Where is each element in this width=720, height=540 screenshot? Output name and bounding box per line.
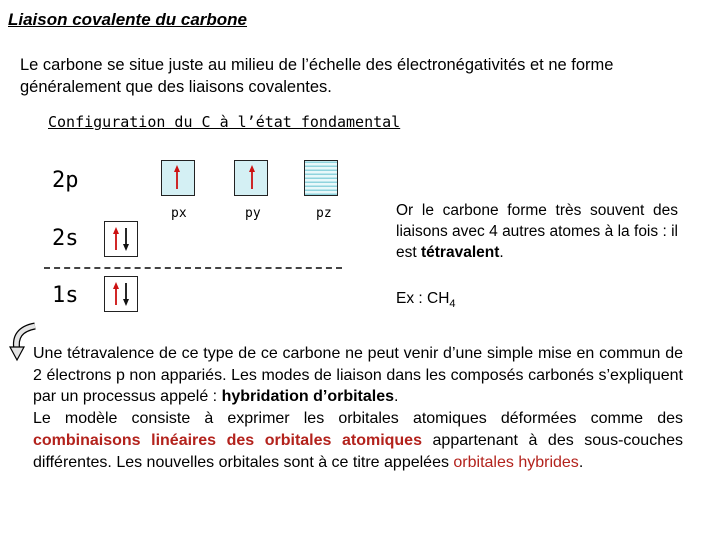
spin-pair-arrows-icon <box>105 222 137 256</box>
orbital-box-px <box>161 160 195 196</box>
pz-label: pz <box>316 206 332 221</box>
side-note: Or le carbone forme très souvent des liaisons avec 4 autres atomes à la fois : il est tétravalent. <box>396 202 678 261</box>
py-label: py <box>245 206 261 221</box>
example-text: Ex : $CH_4$ <box>396 290 456 311</box>
orbital-box-2s <box>104 221 138 257</box>
spin-pair-arrows-icon <box>105 277 137 311</box>
intro-text: Le carbone se situe juste au milieu de l’échelle des électronégativités et ne forme généralement que des liaisons covalentes. <box>20 56 614 96</box>
level-1s-label: 1s <box>52 283 79 308</box>
paragraph-modele: Le modèle consiste à exprimer les orbitales atomiques déformées comme des combinaisons linéaires des orbitales atomiques appartenant à des sous-couches différentes. Les nouvelles orbitales sont à ce titre appelées orbitales hybrides. <box>33 410 683 471</box>
body-text <box>33 343 683 473</box>
spin-up-arrow-icon <box>235 161 267 195</box>
level-2p-label: 2p <box>52 168 79 193</box>
paragraph-hybridation: Une tétravalence de ce type de ce carbone ne peut venir d’une simple mise en commun de 2 électrons p non appariés. Les modes de liaison dans les composés carbonés s’expliquent par un processus appelé : hybridation d’orbitales. <box>33 345 683 406</box>
orbital-box-1s <box>104 276 138 312</box>
level-2s-label: 2s <box>52 226 79 251</box>
orbital-box-py <box>234 160 268 196</box>
px-label: px <box>171 206 187 221</box>
energy-divider <box>44 267 342 269</box>
page-title: Liaison covalente du carbone <box>8 10 248 29</box>
orbital-box-pz <box>304 160 338 196</box>
spin-up-arrow-icon <box>162 161 194 195</box>
config-label: Configuration du C à l’état fondamental <box>48 113 401 131</box>
